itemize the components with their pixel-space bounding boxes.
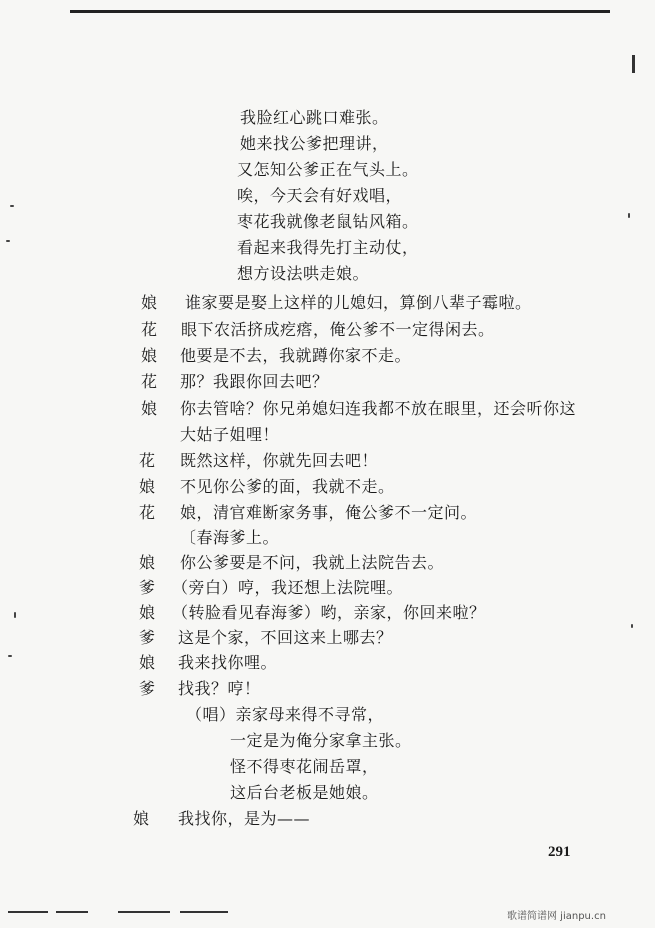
text-line: 不见你公爹的面，我就不走。 <box>180 477 395 496</box>
text-line: 唉，今天会有好戏唱， <box>237 186 403 205</box>
speaker-label: 娘 <box>139 603 156 622</box>
bottom-rule <box>8 911 48 913</box>
text-line: 我找你，是为—— <box>178 809 311 828</box>
watermark: 歌谱简谱网 jianpu.cn <box>507 911 606 922</box>
speaker-label: 花 <box>139 451 156 470</box>
margin-mark <box>632 55 635 73</box>
text-line: 那？我跟你回去吧？ <box>180 372 329 391</box>
text-line: 又怎知公爹正在气头上。 <box>237 160 419 179</box>
speaker-label: 爹 <box>139 628 156 647</box>
page-number: 291 <box>548 844 571 860</box>
text-line: 这后台老板是她娘。 <box>230 783 379 802</box>
text-line: （转脸看见春海爹）哟，亲家，你回来啦？ <box>172 603 486 622</box>
speaker-label: 花 <box>139 503 156 522</box>
text-line: 谁家要是娶上这样的儿媳妇，算倒八辈子霉啦。 <box>185 293 532 312</box>
top-rule <box>70 10 610 13</box>
text-line: （旁白）哼，我还想上法院哩。 <box>172 578 404 597</box>
speck <box>631 624 633 628</box>
stage-direction: 〔春海爹上。 <box>180 528 280 547</box>
speaker-label: 爹 <box>139 578 156 597</box>
speaker-label: 娘 <box>141 293 158 312</box>
speck <box>8 655 12 657</box>
speck <box>6 240 10 242</box>
text-line: 我脸红心跳口难张。 <box>240 108 389 127</box>
text-line: 他要是不去，我就蹲你家不走。 <box>180 346 412 365</box>
speaker-label: 花 <box>141 372 158 391</box>
speck <box>10 205 14 207</box>
text-line: 这是个家，不回这来上哪去？ <box>178 628 393 647</box>
text-line: 大姑子姐哩！ <box>180 425 280 444</box>
text-line: 你公爹要是不问，我就上法院告去。 <box>180 553 445 572</box>
text-line: （唱）亲家母来得不寻常， <box>186 705 385 724</box>
speaker-label: 娘 <box>139 553 156 572</box>
text-line: 她来找公爹把理讲， <box>240 134 389 153</box>
text-line: 一定是为俺分家拿主张。 <box>230 731 412 750</box>
speaker-label: 娘 <box>139 653 156 672</box>
speaker-label: 娘 <box>141 346 158 365</box>
bottom-rule <box>56 911 88 913</box>
bottom-rule <box>118 911 170 913</box>
text-line: 想方设法哄走娘。 <box>237 264 370 283</box>
speaker-label: 花 <box>141 320 158 339</box>
speck <box>628 213 630 218</box>
speaker-label: 爹 <box>139 679 156 698</box>
speaker-label: 娘 <box>139 477 156 496</box>
speaker-label: 娘 <box>133 809 150 828</box>
text-line: 枣花我就像老鼠钻风箱。 <box>237 212 419 231</box>
text-line: 我来找你哩。 <box>178 653 278 672</box>
text-line: 娘，清官难断家务事，俺公爹不一定问。 <box>180 503 478 522</box>
text-line: 你去管啥？你兄弟媳妇连我都不放在眼里，还会听你这 <box>180 399 577 418</box>
text-line: 怪不得枣花闹岳罩， <box>230 757 379 776</box>
text-line: 眼下农活挤成疙瘩，俺公爹不一定得闲去。 <box>181 320 495 339</box>
bottom-rule <box>180 911 228 913</box>
text-line: 看起来我得先打主动仗， <box>237 238 419 257</box>
text-line: 既然这样，你就先回去吧！ <box>180 451 379 470</box>
text-line: 找我？哼！ <box>178 679 261 698</box>
speaker-label: 娘 <box>141 399 158 418</box>
speck <box>14 612 16 618</box>
